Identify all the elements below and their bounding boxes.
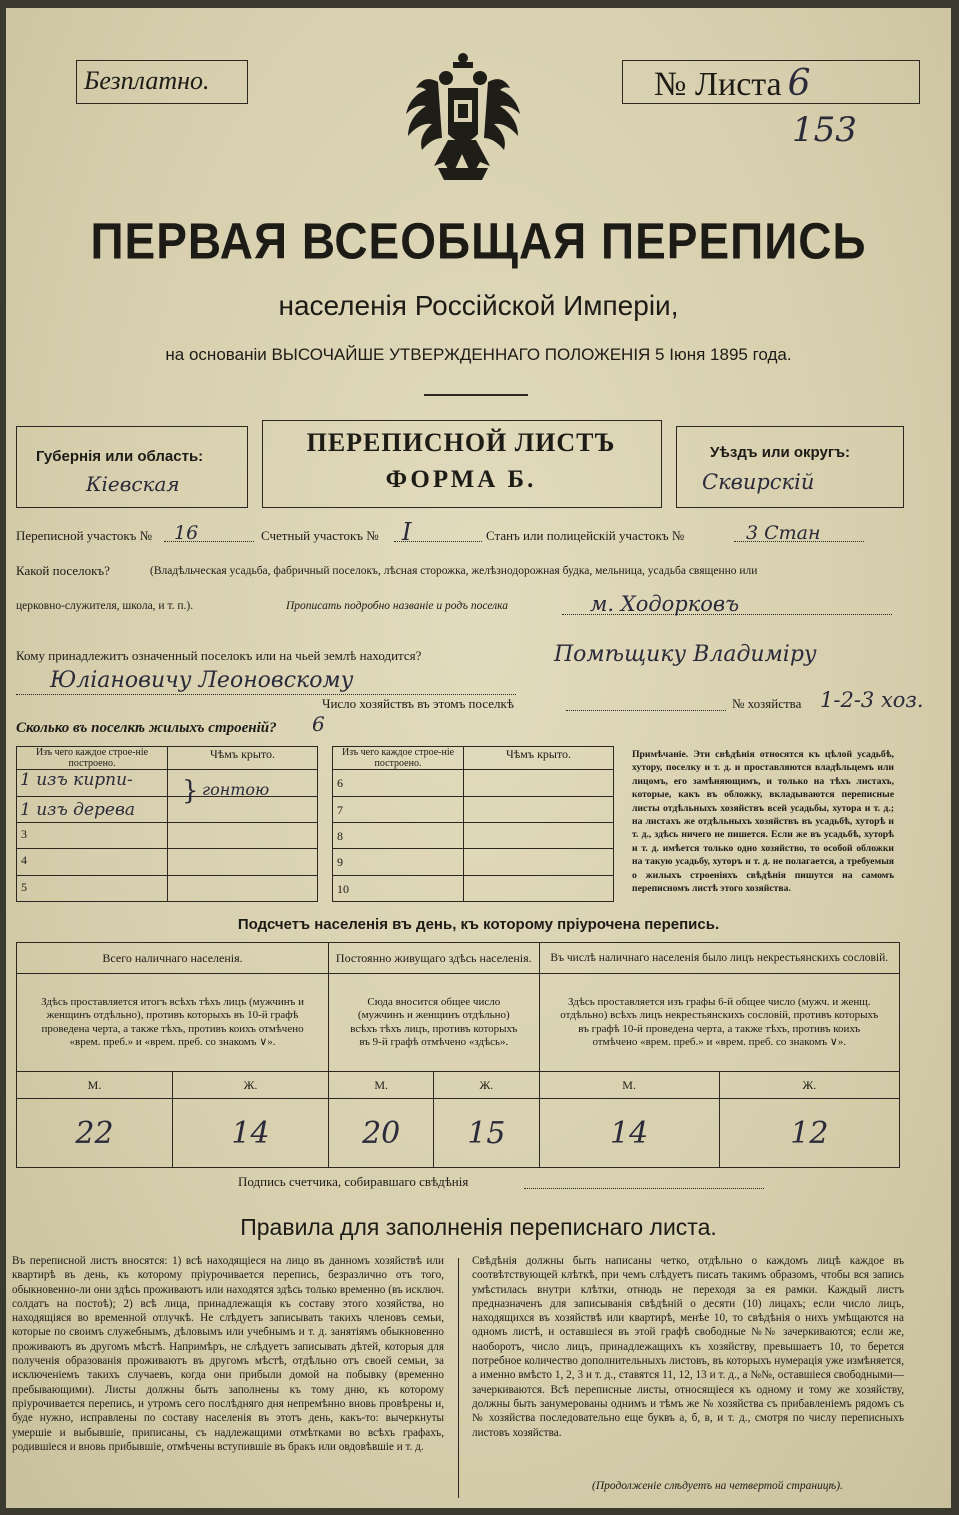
owner-line: [16, 694, 516, 695]
non-peasant-male-value: 14: [610, 1115, 649, 1151]
total-population-desc: Здѣсь проставляется итогъ всѣхъ тѣхъ лицъ (мужчинъ и женщинъ отдѣльно), противъ которыхъ въ 10-й графѣ проведена черта, а также тѣхъ, противъ коихъ отмѣчено «врем. преб.» и «врем. преб. со знакомъ ∨».: [41, 995, 304, 1049]
row-number: 6: [337, 776, 343, 791]
building-row-2-handwritten: 1 изъ дерева: [20, 800, 135, 820]
legal-basis: на основаніи ВЫСОЧАЙШЕ УТВЕРЖДЕННАГО ПОЛОЖЕНІЯ 5 Іюня 1895 года.: [165, 345, 792, 364]
settlement-hint-2: церковно-служителя, школа, и т. п.).: [16, 600, 194, 612]
station-value: 3 Стан: [746, 522, 821, 544]
col-roof-header: Чѣмъ крыто.: [505, 747, 572, 761]
signature-label: Подпись счетчика, собиравшаго свѣдѣнія: [238, 1174, 469, 1189]
buildings-note: Примѣчаніе. Эти свѣдѣнія относятся къ цѣлой усадьбѣ, хутору, поселку и т. д. и проставляются владѣльцемъ или лицомъ, его замѣняющимъ, и только на тѣхъ листахъ, которые, какъ въ обложку, вкладываются переписные листы отдѣльныхъ хозяйствъ всей усадьбы, хутора и т. д.; на листахъ же отдѣльныхъ хозяйствъ въ усадьбѣ, хуторѣ и т. д., здѣсь ничего не пишется. Если же въ усадьбѣ, хуторѣ и т. д. имѣется только одно хозяйство, то особой обложки на такую усадьбу, хуторъ и т. д. не полагается, а требуемыя о жилыхъ строеніяхъ свѣдѣнія пишутся на самомъ переписномъ листѣ этого хозяйства.: [632, 749, 894, 895]
form-name: ПЕРЕПИСНОЙ ЛИСТЪ: [306, 428, 616, 457]
dwellings-value: 6: [312, 712, 325, 736]
form-type: ФОРМА Б.: [385, 466, 537, 493]
row-number: 5: [21, 879, 27, 894]
non-peasant-female-value: 12: [790, 1115, 829, 1151]
row-number: 9: [337, 855, 343, 870]
female-header: Ж.: [243, 1077, 258, 1092]
permanent-female-value: 15: [467, 1115, 506, 1151]
row-number: 7: [337, 802, 343, 817]
permanent-population-header: Постоянно живущаго здѣсь населенія.: [335, 950, 532, 965]
settlement-value: м. Ходорковъ: [590, 592, 740, 616]
page-subtitle: населенія Россійской Имперіи,: [278, 290, 679, 321]
free-label: Безплатно.: [84, 66, 210, 95]
rules-left-column: Въ переписной листъ вносятся: 1) всѣ находящіеся на лицо въ данномъ хозяйствѣ или квартирѣ въ день, къ которому пріурочивается перепись, безразлично отъ того, обыкновенно-ли они здѣсь проживаютъ или находятся здѣсь только временно (въ исключ. солдатъ на постоѣ); 2) всѣ лица, принадлежащія къ составу этого хозяйства, но находящіяся во временной отлучкѣ. Не слѣдуетъ записывать такихъ членовъ семьи, которые по своимъ служебнымъ, дѣловымъ или учебнымъ и т. д. занятіямъ обыкновенно проживаютъ въ другомъ мѣстѣ. Напримѣръ, не слѣдуетъ записывать дѣтей, которыя для полученія образованія проживаютъ въ другомъ мѣстѣ, отдѣльно отъ своей семьи, за исключеніемъ такихъ случаевъ, когда они прибыли домой на побывку (временно пребывающими). Листы должны быть заполнены къ тому дню, къ которому пріурочивается перепись, и утромъ сего послѣдняго дня непремѣнно вновь провѣрены и, буде нужно, исправлены по составу населенія въ этотъ день, какъ-то: вычеркнуты умершіе и выбывшіе, приписаны, съ надлежащими отмѣтками во всѣхъ графахъ, родившіеся и вновь прибывшіе, отмѣчены вступившіе въ бракъ или овдовѣвшіе и т. д.: [12, 1255, 444, 1453]
continued-note: (Продолженіе слѣдуетъ на четвертой страницѣ).: [592, 1480, 843, 1492]
male-header: М.: [622, 1077, 636, 1092]
settlement-hint-3: Прописать подробно названіе и родъ поселка: [286, 600, 508, 612]
male-header: М.: [87, 1077, 102, 1092]
buildings-table-right: [332, 746, 614, 902]
permanent-male-value: 20: [362, 1115, 401, 1151]
col-material-header: Изъ чего каждое строе-ніе построено.: [341, 747, 455, 769]
census-area-value: 16: [174, 522, 199, 544]
archive-number-handwritten: 153: [792, 110, 857, 150]
province-label: Губернія или область:: [36, 448, 204, 465]
row-number: 4: [21, 853, 27, 868]
rules-title: Правила для заполненія переписнаго листа.: [240, 1214, 717, 1240]
roof-handwritten: гонтою: [202, 780, 270, 799]
owner-value-2: Юліановичу Леоновскому: [50, 668, 354, 693]
imperial-eagle-emblem: [398, 48, 528, 198]
col-material-header: Изъ чего каждое строе-ніе построено.: [35, 747, 149, 769]
sheet-number: [654, 63, 811, 104]
col-roof-header: Чѣмъ крыто.: [209, 747, 276, 761]
district-label: Уѣздъ или округъ:: [710, 444, 851, 461]
female-header: Ж.: [802, 1077, 817, 1092]
total-population-header: Всего наличнаго населенія.: [102, 950, 243, 965]
total-female-value: 14: [231, 1115, 270, 1151]
count-area-label: Счетный участокъ №: [261, 528, 379, 543]
count-area-value: I: [402, 518, 412, 546]
signature-line: [524, 1188, 764, 1189]
census-sheet: [6, 8, 951, 1508]
permanent-population-desc: Сюда вносится общее число (мужчинъ и женщинъ отдѣльно) всѣхъ тѣхъ лицъ, противъ которыхъ въ 9-й графѣ отмѣчено «здѣсь».: [350, 995, 518, 1049]
row-number: 3: [21, 826, 27, 841]
district-value: Сквирскій: [702, 470, 815, 494]
column-divider: [458, 1258, 459, 1498]
divider: [424, 394, 528, 396]
households-label: Число хозяйствъ въ этомъ поселкѣ: [322, 696, 514, 711]
sheet-number-handwritten: 6: [787, 63, 811, 104]
row-number: 10: [337, 881, 349, 896]
male-header: М.: [374, 1077, 388, 1092]
total-male-value: 22: [75, 1115, 114, 1151]
population-title: Подсчетъ населенія въ день, къ которому пріурочена перепись.: [237, 916, 720, 933]
station-label: Станъ или полицейскій участокъ №: [486, 528, 685, 543]
household-no-label: № хозяйства: [732, 696, 802, 711]
settlement-hint: (Владѣльческая усадьба, фабричный поселокъ, лѣсная сторожка, желѣзнодорожная будка, мельница, усадьба священно или: [150, 565, 758, 577]
non-peasant-desc: Здѣсь проставляется изъ графы 6-й общее число (мужч. и женщ. отдѣльно) всѣхъ лицъ некрестьянскихъ сословій, противъ которыхъ въ графѣ 10-й проведена черта, а также тѣхъ, противъ коихъ отмѣчено «врем. преб.» и «врем. преб. со знакомъ ∨».: [560, 995, 879, 1049]
sheet-number-label: № Листа: [654, 66, 782, 103]
owner-value-1: Помѣщику Владиміру: [554, 642, 817, 667]
female-header: Ж.: [479, 1077, 494, 1092]
population-table: [16, 942, 900, 1168]
province-value: Кіевская: [86, 472, 180, 496]
page-title: ПЕРВАЯ ВСЕОБЩАЯ ПЕРЕПИСЬ: [90, 212, 867, 270]
dwellings-label: Сколько въ поселкѣ жилыхъ строеній?: [16, 720, 277, 736]
row-number: 8: [337, 828, 343, 843]
brace-mark: }: [182, 776, 199, 806]
district-box: [676, 426, 904, 508]
rules-right-column: Свѣдѣнія должны быть написаны четко, отдѣльно о каждомъ лицѣ каждое въ соотвѣтствующей клѣткѣ, при чемъ слѣдуетъ писать такимъ образомъ, чтобы вся запись умѣстилась внутри клѣтки, отнюдь не переходя за ея рамки. Каждый листъ предназначенъ для записыванія свѣдѣній о десяти (10) лицахъ; если число лицъ, находящихся въ хозяйствѣ или квартирѣ, менѣе 10, то свѣдѣнія о нихъ умѣщаются на одномъ листѣ, и оставшіеся въ этой графѣ свободные №№ зачеркиваются; если же, наоборотъ, число лицъ, принадлежащихъ къ хозяйству, превышаетъ 10, то берется потребное количество дополнительныхъ листовъ, въ которыхъ нумерація уже измѣняется, а именно вмѣсто 1, 2, 3 и т. д., ставятся 11, 12, 13 и т. д., а №№, оставшіеся свободными—зачеркиваются. Всѣ переписные листы, относящіеся къ одному и тому же хозяйству, должны быть занумерованы однимъ и тѣмъ же № хозяйства съ прибавленіемъ рядомъ съ № хозяйства последовательно еще буквъ а, б, в, и т. д., смотря по числу переписныхъ листовъ хозяйства.: [472, 1255, 904, 1439]
building-row-1-handwritten: 1 изъ кирпи-: [20, 770, 133, 790]
household-no-value: 1-2-3 хоз.: [820, 688, 924, 712]
households-line: [566, 710, 726, 711]
settlement-label: Какой поселокъ?: [16, 563, 110, 578]
census-area-label: Переписной участокъ №: [16, 528, 153, 543]
owner-label: Кому принадлежитъ означенный поселокъ или на чьей землѣ находится?: [16, 648, 422, 663]
non-peasant-header: Въ числѣ наличнаго населенія было лицъ некрестьянскихъ сословій.: [550, 952, 889, 965]
